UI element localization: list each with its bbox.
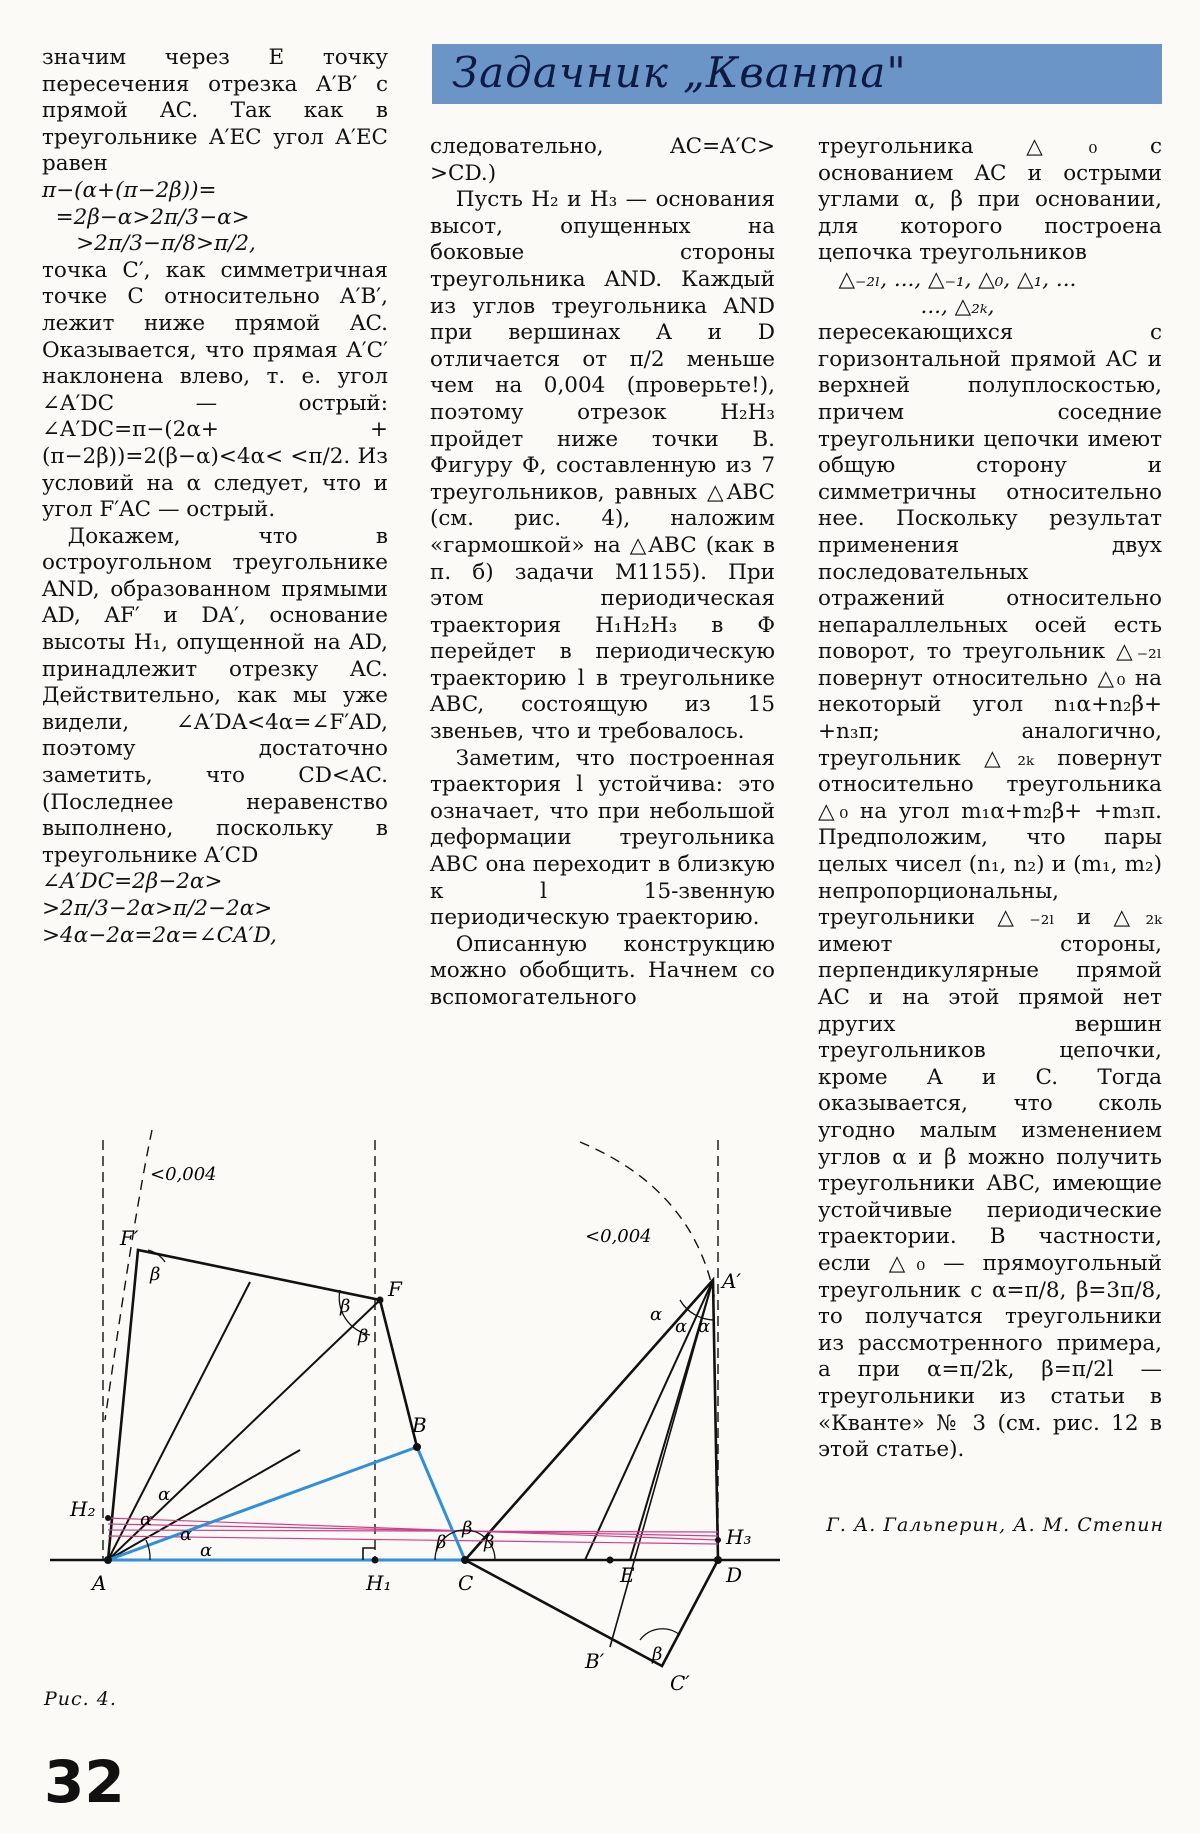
label-F: F — [388, 1277, 402, 1301]
page-number: 32 — [44, 1748, 125, 1816]
point-H1 — [372, 1557, 379, 1564]
point-E — [607, 1557, 614, 1564]
label-H1: H₁ — [366, 1571, 392, 1595]
angle-beta: β — [436, 1532, 447, 1553]
equation: ∠A′DC=2β−2α> — [42, 869, 223, 895]
label-C-prime: C′ — [670, 1671, 690, 1695]
angle-arc — [640, 1629, 680, 1640]
dashed-arc — [105, 1130, 152, 1420]
label-A: A — [92, 1571, 107, 1595]
tolerance-right: <0,004 — [585, 1226, 652, 1247]
angle-beta: β — [484, 1532, 495, 1553]
label-D: D — [726, 1563, 743, 1587]
angle-alpha: α — [158, 1484, 171, 1505]
section-banner — [432, 44, 1162, 104]
angle-alpha: α — [200, 1540, 213, 1561]
text-column-2 — [430, 134, 775, 1012]
text-column-3 — [818, 134, 1162, 1464]
paragraph: Заметим, что построенная траектория l устойчива: это означает, что при небольшой деформации треугольника ABC она переходит в близкую к l 15-звенную периодическую траекторию. — [430, 745, 775, 931]
triangle-edge — [108, 1250, 417, 1560]
author-signature: Г. А. Гальперин, А. М. Степин — [826, 1514, 1164, 1536]
equation: >2π/3−2α>π/2−2α> — [42, 896, 273, 921]
angle-beta: β — [340, 1296, 351, 1317]
equation: >4α−2α=2α=∠CA′D, — [42, 922, 277, 948]
angle-arc — [146, 1540, 150, 1560]
paragraph: Докажем, что в остроугольном треугольнике AND, образованном прямыми AD, AF′ и DA′, основание высоты H₁, опущенной на AD, принадлежит отрезку AC. Действительно, как мы уже видели, ∠A′DA<4α=∠F′AD, поэтому достаточно заметить, что CD<AC. (Последнее неравенство выполнено, поскольку в треугольнике A′CD — [42, 523, 388, 868]
label-H3: H₃ — [726, 1525, 752, 1549]
paragraph: значим через E точку пересечения отрезка A′B′ с прямой AC. Так как в треугольнике A′EC угол A′EC равен — [42, 45, 388, 177]
label-E: E — [620, 1563, 635, 1587]
equation: =2β−α>2π/3−α> — [42, 204, 250, 230]
paragraph: точка C′, как симметричная точке C относительно A′B′, лежит ниже прямой AC. Оказывается, что прямая A′C′ наклонена влево, т. е. угол ∠A′DC — острый: ∠A′DC=π−(2α+ +(π−2β))=2(β−α)<4α< <π/2. Из условий на α следует, что и угол F′AC — острый. — [42, 257, 388, 523]
point-D — [714, 1556, 722, 1564]
tolerance-left: <0,004 — [150, 1164, 217, 1185]
point-A — [104, 1556, 112, 1564]
angle-beta: β — [652, 1644, 663, 1665]
paragraph: следовательно, AC=A′C> >CD.) — [430, 134, 775, 186]
blue-segment — [108, 1447, 417, 1560]
label-H2: H₂ — [70, 1497, 96, 1521]
angle-beta: β — [358, 1326, 369, 1347]
label-B: B — [412, 1413, 427, 1437]
label-C: C — [458, 1571, 474, 1595]
section-title: Задачник „Кванта" — [452, 48, 907, 97]
label-A-prime: A′ — [722, 1269, 741, 1293]
label-F-prime: F′ — [120, 1226, 139, 1250]
dashed-arc — [580, 1142, 715, 1300]
triangle-edge — [585, 1280, 713, 1560]
angle-alpha: α — [650, 1304, 663, 1325]
geometry-figure — [40, 1120, 800, 1700]
paragraph: треугольника △₀ с основанием AC и острыми углами α, β при основании, для которого построена цепочка треугольников — [818, 134, 1162, 266]
text-column-1 — [42, 45, 388, 949]
paragraph: пересекающихся с горизонтальной прямой AC и верхней полуплоскостью, причем соседние треугольники цепочки имеют общую сторону и симметричны относительно нее. Поскольку результат применения двух последовательных отражений относительно непараллельных осей есть поворот, то треугольник △₋₂ₗ повернут относительно △₀ на некоторый угол n₁α+n₂β+ +n₃π; аналогично, треугольник △₂ₖ повернут относительно треугольника △₀ на угол m₁α+m₂β+ +m₃π. Предположим, что пары целых чисел (n₁, n₂) и (m₁, m₂) непропорциональны, треугольники △₋₂ₗ и △₂ₖ имеют стороны, перпендикулярные прямой AC и на этой прямой нет других вершин треугольников цепочки, кроме A и C. Тогда оказывается, что сколь угодно малым изменением углов α и β можно получить треугольники ABC, имеющие устойчивые периодические траектории. В частности, если △₀ — прямоугольный треугольник с α=π/8, β=3π/8, то получатся треугольники из рассмотренного примера, а при α=π/2k, β=π/2l — треугольники из статьи в «Кванте» № 3 (см. рис. 12 в этой статье). — [818, 320, 1162, 1463]
point-H2 — [105, 1515, 111, 1521]
equation: π−(α+(π−2β))= — [42, 177, 217, 203]
point-F — [377, 1297, 384, 1304]
figure-caption: Рис. 4. — [44, 1688, 117, 1710]
point-H3 — [715, 1537, 721, 1543]
equation: △₋₂ₗ, ..., △₋₁, △₀, △₁, ... — [818, 266, 1077, 292]
angle-alpha: α — [180, 1524, 193, 1545]
angle-alpha: α — [698, 1316, 711, 1337]
point-C — [461, 1556, 469, 1564]
angle-alpha: α — [675, 1316, 688, 1337]
angle-beta: β — [462, 1518, 473, 1539]
paragraph: Пусть H₂ и H₃ — основания высот, опущенных на боковые стороны треугольника AND. Каждый из углов треугольника AND при вершинах A и D отличается от π/2 меньше чем на 0,004 (проверьте!), поэтому отрезок H₂H₃ пройдет ниже точки B. Фигуру Φ, составленную из 7 треугольников, равных △ABC (см. рис. 4), наложим «гармошкой» на △ABC (как в п. б) задачи M1155). При этом периодическая траектория H₁H₂H₃ в Φ перейдет в периодическую траекторию l в треугольнике ABC, состоящую из 15 звеньев, что и требовалось. — [430, 187, 775, 745]
angle-beta: β — [150, 1264, 161, 1285]
point-B — [413, 1443, 421, 1451]
label-B-prime: B′ — [585, 1649, 605, 1673]
equation: ..., △₂ₖ, — [818, 293, 995, 319]
paragraph: Описанную конструкцию можно обобщить. Начнем со вспомогательного — [430, 931, 775, 1010]
equation: >2π/3−π/8>π/2, — [42, 231, 256, 257]
angle-alpha: α — [140, 1509, 153, 1530]
